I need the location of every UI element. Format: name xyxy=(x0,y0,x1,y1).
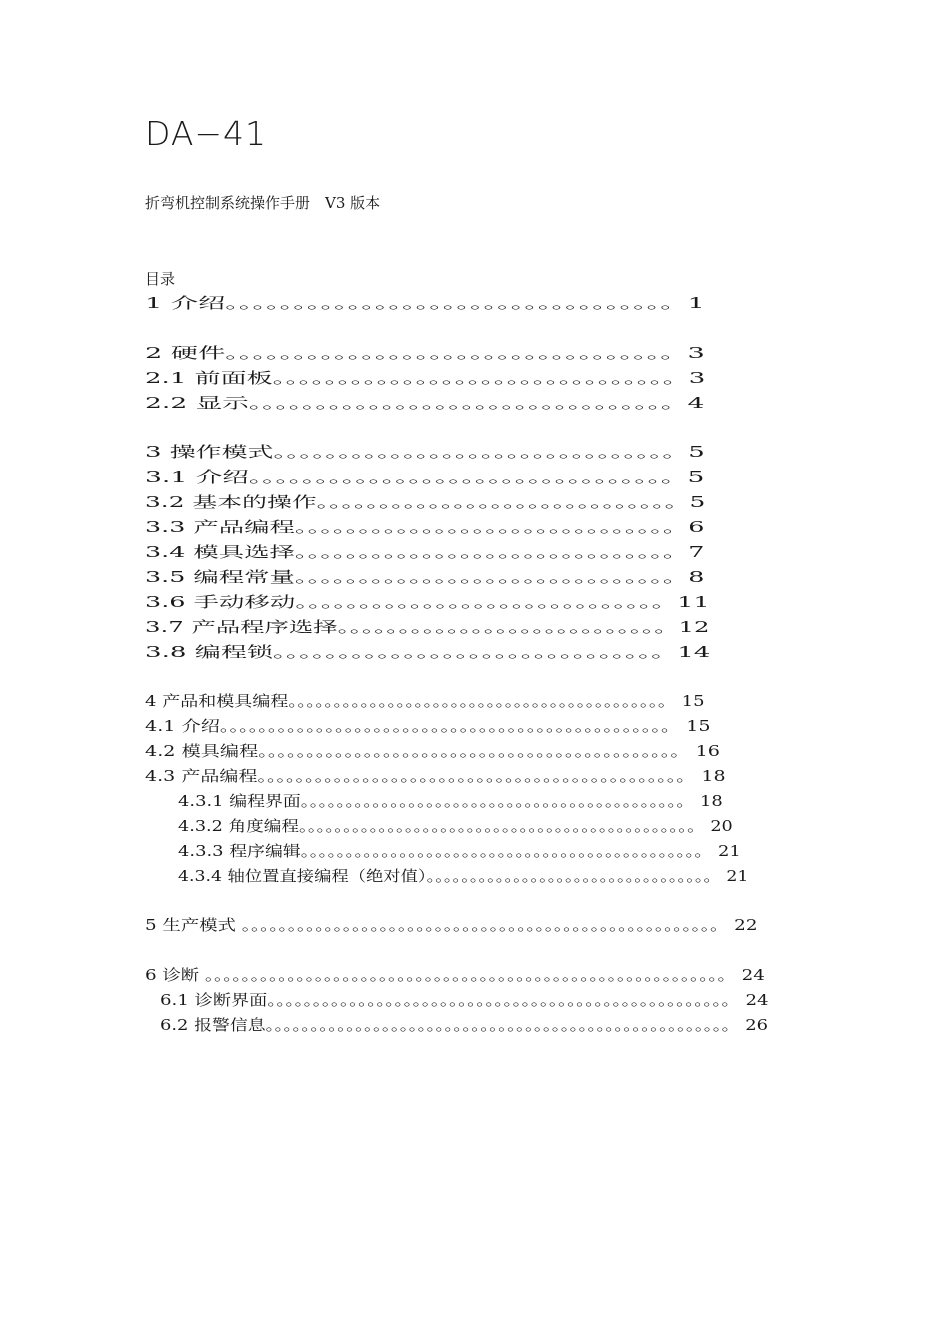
toc-heading: 目录 xyxy=(145,270,176,288)
toc-entry: 4.2 模具编程。。。。。。。。。。。。。。。。。。。。。。。。。。。。。。。。。。。。。。。。。。。。 16 xyxy=(145,742,720,760)
toc-entry: 2.1 前面板。。。。。。。。。。。。。。。。。。。。。。。。。。。。。。。3 xyxy=(145,369,706,387)
toc-entry: 4.3 产品编程。。。。。。。。。。。。。。。。。。。。。。。。。。。。。。。。。。。。。。。。。。。。。 18 xyxy=(145,767,726,785)
toc-entry: 4.3.4 轴位置直接编程（绝对值）。。。。。。。。。。。。。。。。。。。。。。。。。。。。。。。。。 21 xyxy=(178,867,749,885)
toc-entry: 1 介绍。。。。。。。。。。。。。。。。。。。。。。。。。。。。。。。。。1 xyxy=(145,294,705,312)
toc-entry: 4.3.2 角度编程。。。。。。。。。。。。。。。。。。。。。。。。。。。。。。。。。。。。。。。。。。。。。 20 xyxy=(178,817,733,835)
toc-entry: 2.2 显示。。。。。。。。。。。。。。。。。。。。。。。。。。。。。。。。4 xyxy=(145,394,705,412)
toc-entry: 3.5 编程常量。。。。。。。。。。。。。。。。。。。。。。。。。。。。。。8 xyxy=(145,568,705,586)
toc-entry: 4.3.3 程序编辑。。。。。。。。。。。。。。。。。。。。。。。。。。。。。。。。。。。。。。。。。。。。。 21 xyxy=(178,842,741,860)
document-title: DA−41 xyxy=(145,114,268,153)
toc-entry: 6.1 诊断界面。。。。。。。。。。。。。。。。。。。。。。。。。。。。。。。。。。。。。。。。。。。。。。。。。。。 24 xyxy=(160,991,769,1009)
toc-entry: 6.2 报警信息。。。。。。。。。。。。。。。。。。。。。。。。。。。。。。。。。。。。。。。。。。。。。。。。。。。。 26 xyxy=(160,1016,768,1034)
toc-entry: 3.1 介绍。。。。。。。。。。。。。。。。。。。。。。。。。。。。。。。。5 xyxy=(145,468,705,486)
toc-entry: 3.6 手动移动。。。。。。。。。。。。。。。。。。。。。。。。。。。。。11 xyxy=(145,593,710,611)
toc-entry: 3.3 产品编程。。。。。。。。。。。。。。。。。。。。。。。。。。。。。。6 xyxy=(145,518,705,536)
document-subtitle: 折弯机控制系统操作手册 V3 版本 xyxy=(145,194,381,212)
toc-entry: 4.1 介绍。。。。。。。。。。。。。。。。。。。。。。。。。。。。。。。。。。。。。。。。。。。。。。。 15 xyxy=(145,717,711,735)
toc-entry: 5 生产模式 。。。。。。。。。。。。。。。。。。。。。。。。。。。。。。。。。。。。。。。。。。。。。。。。。。。。 22 xyxy=(145,916,758,934)
toc-entry: 2 硬件。。。。。。。。。。。。。。。。。。。。。。。。。。。。。。。。。3 xyxy=(145,344,705,362)
toc-entry: 3.7 产品程序选择。。。。。。。。。。。。。。。。。。。。。。。。。。。12 xyxy=(145,618,710,636)
toc-entry: 6 诊断 。。。。。。。。。。。。。。。。。。。。。。。。。。。。。。。。。。。。。。。。。。。。。。。。。。。。。。。。。 24 xyxy=(145,966,765,984)
toc-entry: 4.3.1 编程界面。。。。。。。。。。。。。。。。。。。。。。。。。。。。。。。。。。。。。。。。。。。 18 xyxy=(178,792,723,810)
toc-entry: 3.4 模具选择。。。。。。。。。。。。。。。。。。。。。。。。。。。。。。7 xyxy=(145,543,705,561)
toc-entry: 3 操作模式。。。。。。。。。。。。。。。。。。。。。。。。。。。。。。。5 xyxy=(145,443,705,461)
toc-entry: 3.2 基本的操作。。。。。。。。。。。。。。。。。。。。。。。。。。。。。5 xyxy=(145,493,706,511)
toc-entry: 4 产品和模具编程。。。。。。。。。。。。。。。。。。。。。。。。。。。。。。。。。。。。。。。。。。 15 xyxy=(145,692,705,710)
toc-entry: 3.8 编程锁。。。。。。。。。。。。。。。。。。。。。。。。。。。。。。14 xyxy=(145,643,711,661)
